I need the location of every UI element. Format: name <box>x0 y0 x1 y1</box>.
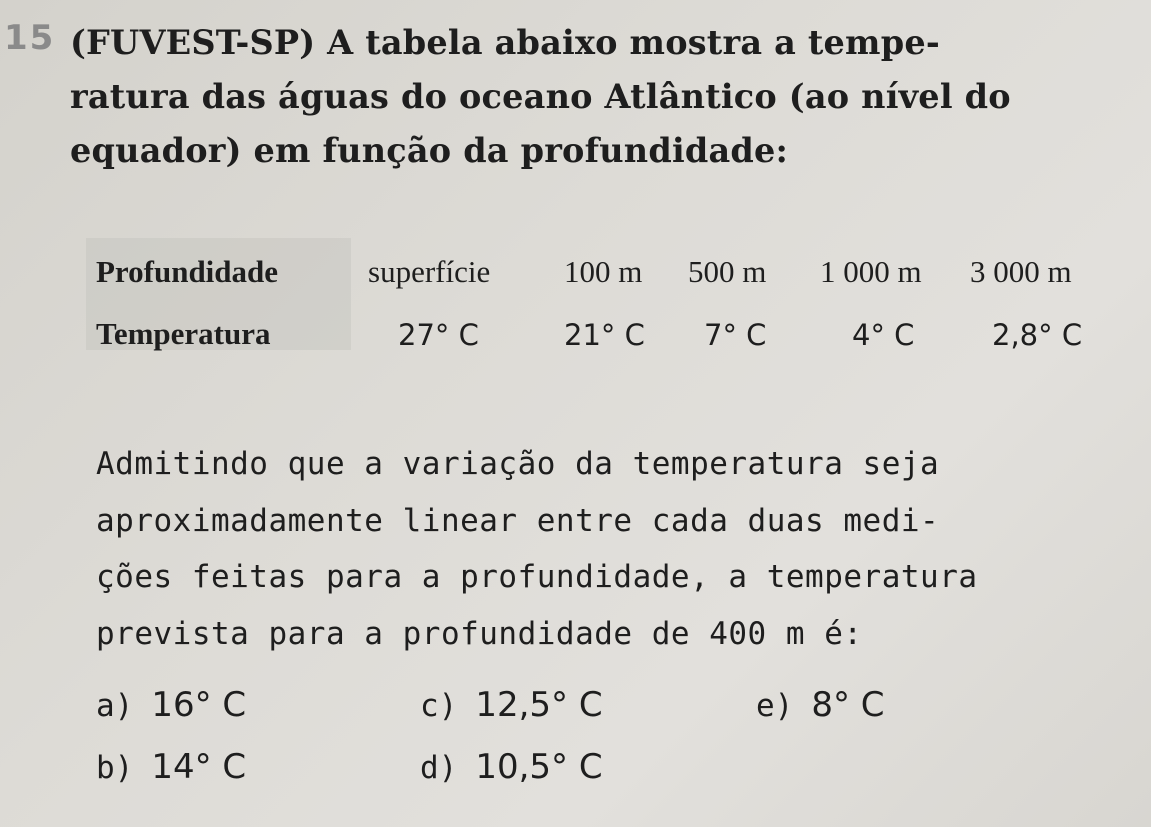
option-letter: e) <box>756 688 794 724</box>
depth-cell: 100 m <box>564 254 643 289</box>
temperature-cell: 21° C <box>564 318 645 352</box>
option-letter: d) <box>420 750 458 786</box>
option-value: 10,5° C <box>475 747 603 787</box>
intro-line: ratura das águas do oceano Atlântico (ao nível do <box>70 77 1011 116</box>
option-a[interactable] <box>96 680 246 731</box>
option-letter: c) <box>420 688 458 724</box>
body-line: Admitindo que a variação da temperatura seja <box>96 446 940 482</box>
body-line: prevista para a profundidade de 400 m é: <box>96 615 863 652</box>
option-e[interactable] <box>756 680 885 731</box>
depth-label: Profundidade <box>96 254 279 289</box>
temperature-cell: 4° C <box>852 318 915 352</box>
option-value: 8° C <box>811 685 885 725</box>
table-header-row <box>96 248 1116 296</box>
temperature-cell: 27° C <box>398 318 479 352</box>
temperature-cell: 2,8° C <box>992 318 1083 352</box>
question-number: 15 <box>4 18 56 58</box>
question-intro <box>70 16 1130 178</box>
body-line: ções feitas para a profundidade, a temperatura <box>96 559 978 595</box>
depth-cell: 500 m <box>688 254 767 289</box>
temperature-label: Temperatura <box>96 316 271 351</box>
body-line: aproximadamente linear entre cada duas medi- <box>96 502 940 539</box>
temperature-cell: 7° C <box>704 318 767 352</box>
option-value: 14° C <box>151 747 247 787</box>
option-value: 16° C <box>151 685 247 725</box>
option-letter: a) <box>96 688 134 724</box>
depth-cell: 3 000 m <box>970 254 1072 289</box>
option-c[interactable] <box>420 680 603 731</box>
option-value: 12,5° C <box>475 685 603 725</box>
depth-cell: superfície <box>368 254 491 289</box>
depth-cell: 1 000 m <box>820 254 922 289</box>
intro-line: equador) em função da profundidade: <box>70 131 789 170</box>
option-letter: b) <box>96 750 134 786</box>
intro-line: (FUVEST-SP) A tabela abaixo mostra a tempe- <box>70 23 940 62</box>
option-b[interactable] <box>96 742 246 793</box>
table-temperature-row <box>96 310 1116 360</box>
option-d[interactable] <box>420 742 603 793</box>
question-body <box>96 436 1136 662</box>
